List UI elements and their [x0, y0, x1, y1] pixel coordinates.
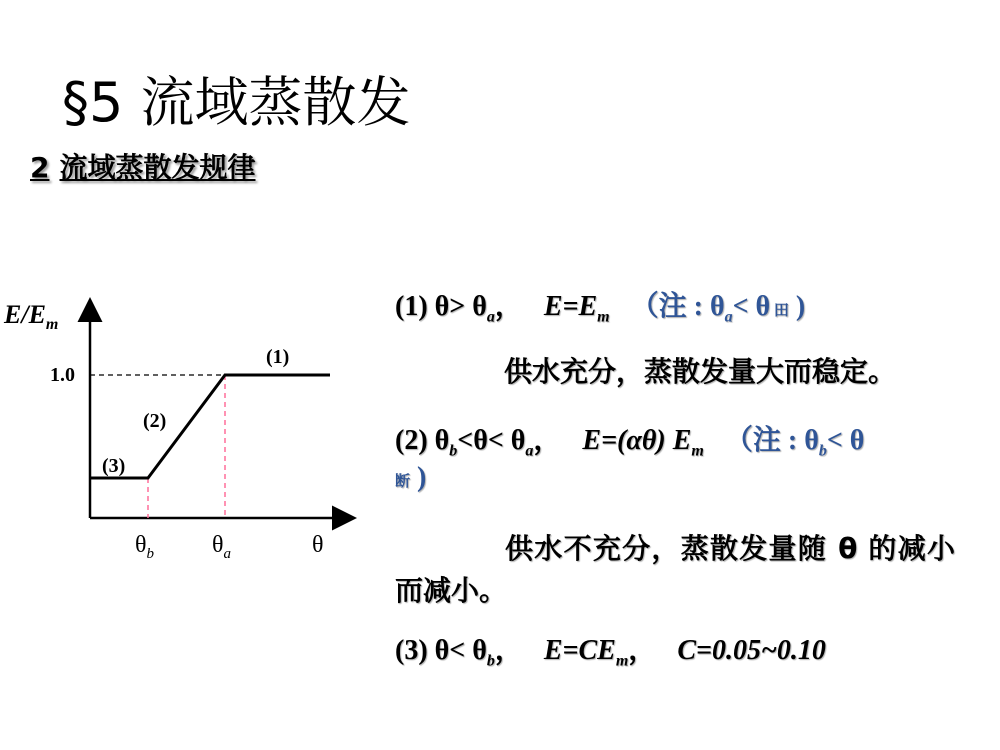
subtitle-number: 2: [30, 151, 50, 184]
condition-2-note-tail: 断 ): [395, 462, 427, 493]
subtitle-text: 流域蒸散发规律: [59, 151, 256, 184]
x-tick-theta: θ: [312, 532, 324, 558]
condition-2: (2) $\theta_b<\theta< \theta_a$， E=(αθ) $E_m$ （注 : $\theta_b< \theta$: [395, 425, 865, 460]
condition-2-note: （注 : $\theta_b< \theta$: [724, 425, 865, 460]
y-axis-label: $E/E_m$: [4, 300, 59, 333]
segment-label-2: (2): [143, 410, 167, 432]
condition-3: (3) $\theta< \theta_b$， $E=CE_m$， C=0.05~0.10: [395, 635, 826, 670]
condition-1-description: 供水充分，蒸散发量大而稳定。: [504, 355, 897, 388]
condition-1: (1) $\theta> \theta_a$， $E=E_m$ （注 : $\theta_a< \theta$ 田 ): [395, 291, 806, 326]
evaporation-curve: [90, 375, 330, 478]
condition-1-note: （注 : $\theta_a< \theta$ 田 ): [630, 291, 806, 326]
segment-label-1: (1): [266, 346, 290, 368]
evaporation-diagram: [0, 280, 380, 580]
y-tick-label: 1.0: [50, 364, 75, 386]
x-tick-theta-b: $\theta_b$: [135, 532, 154, 562]
page-title: §5 流域蒸散发: [62, 71, 411, 134]
section-subtitle: [30, 146, 256, 186]
condition-2-description: 供水不充分，蒸散发量随 θ 的减小而减小。: [395, 532, 955, 607]
x-tick-theta-a: $\theta_a$: [212, 532, 231, 562]
segment-label-3: (3): [102, 455, 126, 477]
